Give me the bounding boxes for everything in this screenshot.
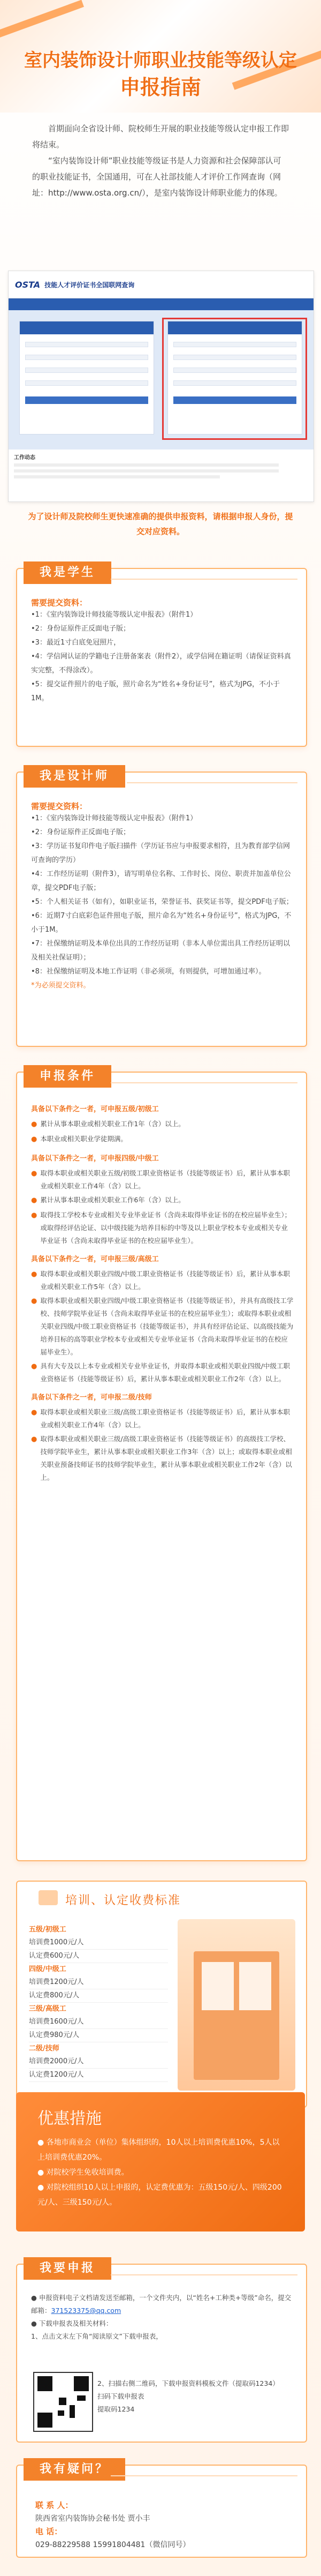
- list-item: ● 各地市商业会（单位）集体组织的，10人以上培训费优惠10%，5人以上培训费优惠20%。: [37, 2138, 280, 2162]
- intro-text: [32, 121, 289, 201]
- list-item: •2：身份证原件正反面电子版；: [31, 828, 130, 836]
- condition-item: 取得本职业或相关职业三级/高级工职业资格证书（技能等级证书）后，累计从事本职业或相关职业工作4年（含）以上。: [40, 1408, 291, 1429]
- highlight-frame: [162, 318, 307, 440]
- qr-text: [97, 2377, 295, 2416]
- contact-label: 联 系 人：: [35, 2500, 73, 2510]
- list-item: 1、点击文末左下角“阅读原文”下载申报表，: [31, 2332, 163, 2340]
- condition-item: 取得本职业或相关职业五级/初级工职业资格证书（技能等级证书）后，累计从事本职业或相关职业工作4年（含）以上。: [40, 1169, 291, 1190]
- fee-assess: 认定费600元/人: [29, 1950, 168, 1963]
- screenshot-nav: [9, 298, 314, 310]
- student-heading: 需要提交资料：: [31, 598, 88, 608]
- fee-train: 培训费2000元/人: [29, 2055, 168, 2069]
- header-banner: [0, 0, 321, 113]
- apply-ribbon: 我要申报: [24, 2257, 111, 2280]
- query-card: [19, 321, 154, 435]
- required-note: *为必须提交资料。: [31, 982, 90, 990]
- student-box: [16, 568, 307, 747]
- discount-title: 优惠措施: [37, 2109, 102, 2128]
- condition-item: 累计从事本职业或相关职业工作1年（含）以上。: [40, 1120, 185, 1128]
- apply-box: [16, 2264, 307, 2443]
- phone-label: 电 话：: [35, 2527, 63, 2536]
- list-item: ● 对院校学生免收培训费。: [37, 2168, 129, 2177]
- student-ribbon: 我是学生: [24, 561, 111, 584]
- fee-train: 培训费1600元/人: [29, 2016, 168, 2029]
- condition-item: 本职业或相关职业学徒期满。: [40, 1135, 127, 1143]
- condition-item: 累计从事本职业或相关职业工作6年（含）以上。: [40, 1196, 185, 1204]
- list-item: •3：最近1寸白底免冠照片，: [31, 639, 121, 647]
- fee-train: 培训费1200元/人: [29, 1976, 168, 1989]
- list-item: •7：社保缴纳证明及本单位出具的工作经历证明（非本人单位需出具工作经历证明以及相关社保证明）；: [31, 940, 290, 962]
- page-subtitle: 申报指南: [119, 77, 201, 99]
- list-item: 2、扫描右侧二维码，下载申报资料模板文件（提取码1234）: [97, 2379, 279, 2387]
- fee-decor: [39, 1890, 58, 1905]
- student-list: [31, 608, 293, 706]
- list-item: •4：工作经历证明（附件3），请写明单位名称、工作时长、岗位、职责并加盖单位公章，提交PDF电子版；: [31, 870, 291, 892]
- fees-list: [29, 1923, 168, 2082]
- list-item: •2：身份证原件正反面电子版；: [31, 625, 130, 633]
- list-item: ● 对院校组织10人以上申报的，认定费优惠为：五级150元/人、四级200元/人、三级150元/人。: [37, 2183, 282, 2207]
- condition-item: 具有大专及以上本专业或相关专业毕业证书，并取得本职业或相关职业四级/中级工职业资格证书（技能等级证书）后，累计从事本职业或相关职业工作2年（含）以上。: [40, 1362, 291, 1383]
- fee-level: 三级/高级工: [29, 2005, 66, 2013]
- footer-heading: 工作动态: [14, 455, 35, 461]
- fee-assess: 认定费980元/人: [29, 2029, 168, 2042]
- list-item: •8：社保缴纳证明及本地工作证明（非必须项，有则提供，可增加通过率）。: [31, 968, 266, 976]
- list-item: •1：《室内装饰设计师技能等级认定申报表》（附件1）: [31, 814, 197, 822]
- list-item: •3：学历证书复印件电子版扫描件（学历证书应与申报要求相符，且为教育部学信网可查询的学历）: [31, 842, 290, 864]
- fee-level: 四级/中级工: [29, 1965, 66, 1973]
- condition-heading: 具备以下条件之一者，可申报三级/高级工: [31, 1255, 159, 1263]
- query-button: [25, 396, 148, 404]
- condition-heading: 具备以下条件之一者，可申报四级/中级工: [31, 1155, 159, 1163]
- interior-illustration: [178, 1919, 295, 2091]
- contact-info: [35, 2499, 190, 2551]
- osta-logo: OSTA: [15, 279, 41, 290]
- conditions-content: 具备以下条件之一者，可申报五级/初级工 ● 累计从事本职业或相关职业工作1年（含）以上。 ● 本职业或相关职业学徒期满。 具备以下条件之一者，可申报四级/中级工 ● 取得本职业或相关职业五级/初级工职业资格证书（技能等级证书）后，累计从事本职业或相关职业工作4年（含）以上。 ● 累计从事本职业或相关职业工作6年（含）以上。 ● 取得技工学校本专业或相关专业毕业证书（含尚未取得毕业证书的在校应届毕业生）；或取得经评估论证、以中级技能为培养目标的中等及以上职业学校本专业或相关专业毕业证书（含尚未取得毕业证书的在校应届毕业生）。 具备以下条件之一者，可申报三级/高级工 ● 取得本职业或相关职业四级/中级工职业资格证书（技能等级证书）后，累计从事本职业或相关职业工作5年（含）以上。 ● 取得本职业或相关职业四级/中级工职业资格证书（技能等级证书），并具有高级技工学校、技师学院毕业证书（含尚未取得毕业证书的在校应届毕业生）；或取得本职业或相关职业四级/中级工职业资格证书（技能等级证书），并具有经评估论证、以高级技能为培养目标的高等职业学校本专业或相关专业毕业证书（含尚未取得毕业证书的在校应届毕业生）。 ● 具有大专及以上本专业或相关专业毕业证书，并取得本职业或相关职业四级/中级工职业资格证书（技能等级证书）后，累计从事本职业或相关职业工作2年（含）以上。 具备以下条件之一者，可申报二级/技师 ● 取得本职业或相关职业三级/高级工职业资格证书（技能等级证书）后，累计从事本职业或相关职业工作4年（含）以上。 ● 取得本职业或相关职业三级/高级工职业资格证书（技能等级证书）的高级技工学校、技师学院毕业生，累计从事本职业或相关职业工作3年（含）以上；或取得本职业或相关职业预备技师证书的技师学院毕业生，累计从事本职业或相关职业工作2年（含）以上。: [31, 1103, 294, 1485]
- condition-heading: 具备以下条件之一者，可申报五级/初级工: [31, 1105, 159, 1113]
- fee-assess: 认定费1200元/人: [29, 2069, 168, 2082]
- notice-text: 为了设计师及院校师生更快速准确的提供申报资料，请根据申报人身份，提交对应资料。: [28, 512, 293, 536]
- designer-box: [16, 769, 307, 1047]
- fee-level: 五级/初级工: [29, 1926, 66, 1934]
- condition-item: 取得本职业或相关职业四级/中级工职业资格证书（技能等级证书），并具有高级技工学校、技师学院毕业证书（含尚未取得毕业证书的在校应届毕业生）；或取得本职业或相关职业四级/中级工职业资格证书（技能等级证书），并具有经评估论证、以高级技能为培养目标的高等职业学校本专业或相关专业毕业证书（含尚未取得毕业证书的在校应届毕业生）。: [40, 1297, 294, 1356]
- fees-title: 培训、认定收费标准: [65, 1894, 181, 1907]
- designer-heading: 需要提交资料：: [31, 802, 88, 811]
- designer-list: [31, 812, 293, 993]
- page-title: 室内装饰设计师职业技能等级认定: [24, 50, 297, 71]
- fees-box: [16, 1881, 307, 2108]
- conditions-box: [16, 1069, 307, 1861]
- query-card-head: [20, 321, 154, 334]
- intro-paragraph: “室内装饰设计师”职业技能等级证书是人力资源和社会保障部认可的职业技能证书，全国通用，可在人社部技能人才评价工作网查询（网址：http://www.osta.org.cn/），是室内装饰设计师职业能力的体现。: [32, 156, 282, 198]
- condition-item: 取得本职业或相关职业四级/中级工职业资格证书（技能等级证书）后，累计从事本职业或相关职业工作5年（含）以上。: [40, 1270, 291, 1291]
- site-name: 技能人才评价证书全国联网查询: [44, 281, 135, 289]
- apply-list: [31, 2292, 293, 2343]
- designer-ribbon: 我是设计师: [24, 765, 125, 788]
- student-content: [31, 597, 293, 706]
- website-screenshot: [8, 271, 314, 502]
- screenshot-footer: [9, 450, 314, 484]
- list-item: •5：个人相关证书（如有），如职业证书，荣誉证书、获奖证书等，提交PDF电子版；: [31, 898, 293, 906]
- contact-phone[interactable]: 029-88229588 15991804481（微信同号）: [35, 2541, 190, 2549]
- decor-stripe: [0, 0, 84, 40]
- screenshot-header: [9, 271, 314, 298]
- qr-note: 提取码1234: [97, 2405, 135, 2413]
- discount-list: [37, 2135, 284, 2210]
- email-link[interactable]: 371523375@qq.com: [51, 2307, 121, 2315]
- fee-level: 二级/技师: [29, 2045, 59, 2053]
- list-item: •4：学信网认证的学籍电子注册备案表（附件2），或学信网在籍证明（请保证资料真实完整，不得涂改）。: [31, 653, 291, 675]
- intro-paragraph: 首期面向全省设计师、院校师生开展的职业技能等级认定申报工作即将结束。: [32, 124, 289, 149]
- contact-box: [16, 2462, 307, 2558]
- condition-item: 取得技工学校本专业或相关专业毕业证书（含尚未取得毕业证书的在校应届毕业生）；或取得经评估论证、以中级技能为培养目标的中等及以上职业学校本专业或相关专业毕业证书（含尚未取得毕业证书的在校应届毕业生）。: [40, 1211, 292, 1245]
- condition-heading: 具备以下条件之一者，可申报二级/技师: [31, 1394, 152, 1402]
- list-item: ● 申报资料电子文档请发送至邮箱，一个文件夹内，以“姓名+工种类+等级”命名，提交邮箱：: [31, 2294, 292, 2315]
- list-item: •6：近期7寸白底彩色证件照电子版，照片命名为“姓名+身份证号”，格式为JPG，不小于1M。: [31, 912, 292, 934]
- qr-note: 扫码下载申报表: [97, 2392, 144, 2400]
- contact-org: 陕西省室内装饰协会秘书处 贾小丰: [35, 2514, 150, 2523]
- conditions-ribbon: 申报条件: [24, 1065, 111, 1088]
- screenshot-body: [9, 310, 314, 450]
- qr-code[interactable]: [33, 2372, 93, 2432]
- fee-train: 培训费1000元/人: [29, 1936, 168, 1950]
- designer-content: [31, 800, 293, 993]
- fee-assess: 认定费800元/人: [29, 1989, 168, 2003]
- discount-box: [16, 2092, 305, 2231]
- condition-item: 取得本职业或相关职业三级/高级工职业资格证书（技能等级证书）的高级技工学校、技师学院毕业生，累计从事本职业或相关职业工作3年（含）以上；或取得本职业或相关职业预备技师证书的技师学院毕业生，累计从事本职业或相关职业工作2年（含）以上。: [40, 1435, 292, 1481]
- contact-ribbon: 我有疑问？: [24, 2458, 125, 2481]
- list-item: ● 下载申报表及相关材料：: [31, 2319, 113, 2327]
- list-item: •5：提交证件照片的电子版，照片命名为“姓名+身份证号”，格式为JPG，不小于1M。: [31, 680, 280, 702]
- list-item: •1：《室内装饰设计师技能等级认定申报表》（附件1）: [31, 611, 197, 619]
